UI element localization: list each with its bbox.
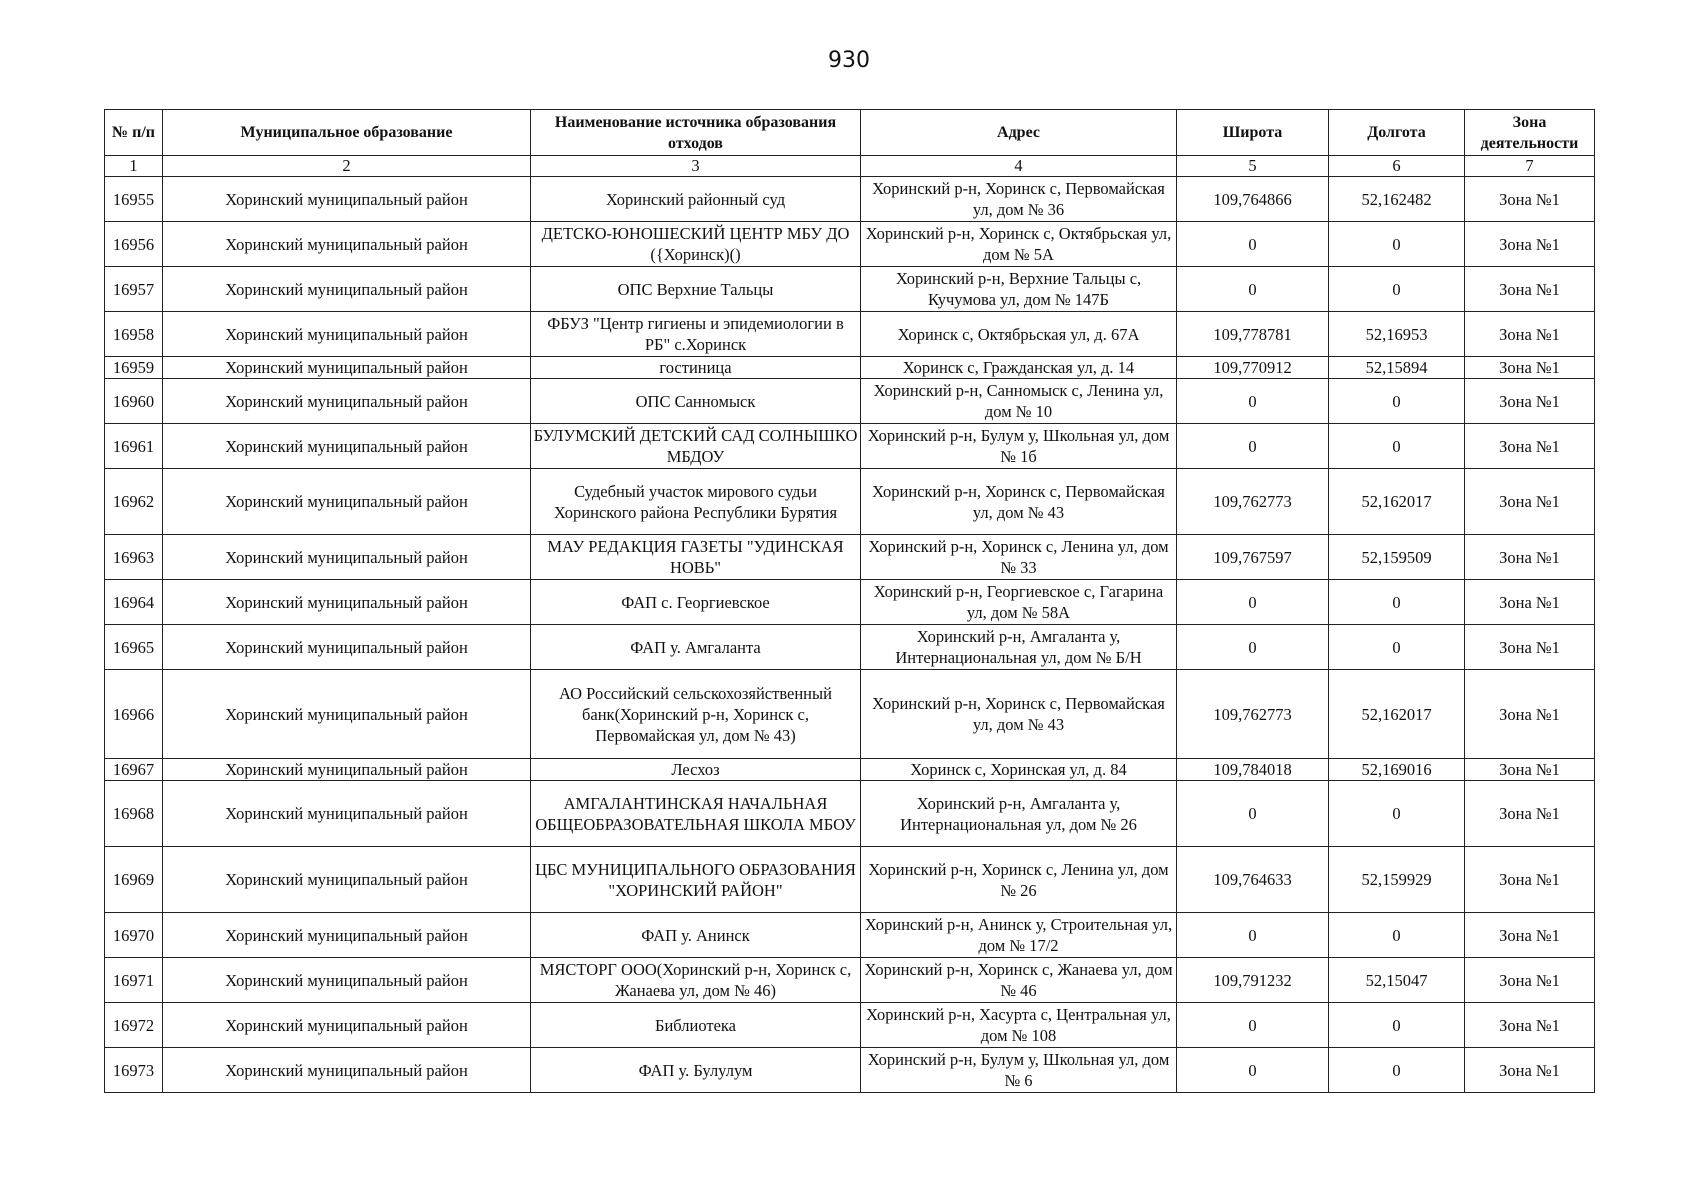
zone-cell: Зона №1 xyxy=(1465,469,1595,535)
header-address: Адрес xyxy=(861,110,1177,156)
waste-sources-table xyxy=(104,109,1595,1093)
longitude-cell: 0 xyxy=(1329,424,1465,469)
source-name-cell: ДЕТСКО-ЮНОШЕСКИЙ ЦЕНТР МБУ ДО ({Хоринск)() xyxy=(531,222,861,267)
latitude-cell: 0 xyxy=(1177,625,1329,670)
row-number-cell: 16955 xyxy=(105,177,163,222)
column-index-row xyxy=(105,156,1595,177)
source-name-cell: АО Российский сельскохозяйственный банк(Хоринский р-н, Хоринск с, Первомайская ул, дом № 43) xyxy=(531,670,861,759)
municipality-cell: Хоринский муниципальный район xyxy=(163,847,531,913)
address-cell: Хоринский р-н, Хоринск с, Жанаева ул, дом № 46 xyxy=(861,958,1177,1003)
address-cell: Хоринский р-н, Хоринск с, Первомайская ул, дом № 43 xyxy=(861,670,1177,759)
municipality-cell: Хоринский муниципальный район xyxy=(163,267,531,312)
municipality-cell: Хоринский муниципальный район xyxy=(163,670,531,759)
table-row xyxy=(105,535,1595,580)
source-name-cell: АМГАЛАНТИНСКАЯ НАЧАЛЬНАЯ ОБЩЕОБРАЗОВАТЕЛЬНАЯ ШКОЛА МБОУ xyxy=(531,781,861,847)
zone-cell: Зона №1 xyxy=(1465,1048,1595,1093)
row-number-cell: 16957 xyxy=(105,267,163,312)
latitude-cell: 109,764866 xyxy=(1177,177,1329,222)
table-row xyxy=(105,379,1595,424)
row-number-cell: 16956 xyxy=(105,222,163,267)
row-number-cell: 16966 xyxy=(105,670,163,759)
row-number-cell: 16963 xyxy=(105,535,163,580)
source-name-cell: МЯСТОРГ ООО(Хоринский р-н, Хоринск с, Жанаева ул, дом № 46) xyxy=(531,958,861,1003)
source-name-cell: ОПС Санномыск xyxy=(531,379,861,424)
table-row xyxy=(105,177,1595,222)
latitude-cell: 0 xyxy=(1177,1048,1329,1093)
municipality-cell: Хоринский муниципальный район xyxy=(163,1048,531,1093)
row-number-cell: 16961 xyxy=(105,424,163,469)
source-name-cell: Библиотека xyxy=(531,1003,861,1048)
latitude-cell: 109,762773 xyxy=(1177,469,1329,535)
address-cell: Хоринский р-н, Хоринск с, Октябрьская ул, дом № 5А xyxy=(861,222,1177,267)
latitude-cell: 109,764633 xyxy=(1177,847,1329,913)
longitude-cell: 52,15894 xyxy=(1329,357,1465,379)
municipality-cell: Хоринский муниципальный район xyxy=(163,424,531,469)
longitude-cell: 0 xyxy=(1329,267,1465,312)
longitude-cell: 0 xyxy=(1329,379,1465,424)
table-row xyxy=(105,222,1595,267)
row-number-cell: 16965 xyxy=(105,625,163,670)
table-row xyxy=(105,958,1595,1003)
row-number-cell: 16967 xyxy=(105,759,163,781)
row-number-cell: 16960 xyxy=(105,379,163,424)
zone-cell: Зона №1 xyxy=(1465,177,1595,222)
address-cell: Хоринский р-н, Булум у, Школьная ул, дом № 6 xyxy=(861,1048,1177,1093)
latitude-cell: 109,767597 xyxy=(1177,535,1329,580)
source-name-cell: Лесхоз xyxy=(531,759,861,781)
address-cell: Хоринский р-н, Булум у, Школьная ул, дом № 1б xyxy=(861,424,1177,469)
longitude-cell: 52,162017 xyxy=(1329,670,1465,759)
row-number-cell: 16969 xyxy=(105,847,163,913)
column-index: 7 xyxy=(1465,156,1595,177)
source-name-cell: ОПС Верхние Тальцы xyxy=(531,267,861,312)
source-name-cell: Хоринский районный суд xyxy=(531,177,861,222)
longitude-cell: 0 xyxy=(1329,1003,1465,1048)
source-name-cell: ЦБС МУНИЦИПАЛЬНОГО ОБРАЗОВАНИЯ "ХОРИНСКИЙ РАЙОН" xyxy=(531,847,861,913)
longitude-cell: 52,162017 xyxy=(1329,469,1465,535)
municipality-cell: Хоринский муниципальный район xyxy=(163,312,531,357)
row-number-cell: 16962 xyxy=(105,469,163,535)
municipality-cell: Хоринский муниципальный район xyxy=(163,759,531,781)
source-name-cell: ФБУЗ "Центр гигиены и эпидемиологии в РБ" с.Хоринск xyxy=(531,312,861,357)
table-row xyxy=(105,781,1595,847)
address-cell: Хоринский р-н, Амгаланта у, Интернациональная ул, дом № 26 xyxy=(861,781,1177,847)
row-number-cell: 16973 xyxy=(105,1048,163,1093)
table-row xyxy=(105,759,1595,781)
latitude-cell: 109,778781 xyxy=(1177,312,1329,357)
municipality-cell: Хоринский муниципальный район xyxy=(163,379,531,424)
longitude-cell: 52,169016 xyxy=(1329,759,1465,781)
address-cell: Хоринский р-н, Георгиевское с, Гагарина ул, дом № 58А xyxy=(861,580,1177,625)
address-cell: Хоринск с, Хоринская ул, д. 84 xyxy=(861,759,1177,781)
header-source: Наименование источника образования отходов xyxy=(531,110,861,156)
latitude-cell: 109,784018 xyxy=(1177,759,1329,781)
column-index: 1 xyxy=(105,156,163,177)
longitude-cell: 0 xyxy=(1329,625,1465,670)
table-row xyxy=(105,312,1595,357)
municipality-cell: Хоринский муниципальный район xyxy=(163,177,531,222)
header-lat: Широта xyxy=(1177,110,1329,156)
source-name-cell: ФАП у. Булулум xyxy=(531,1048,861,1093)
latitude-cell: 0 xyxy=(1177,580,1329,625)
municipality-cell: Хоринский муниципальный район xyxy=(163,958,531,1003)
zone-cell: Зона №1 xyxy=(1465,379,1595,424)
longitude-cell: 0 xyxy=(1329,781,1465,847)
source-name-cell: МАУ РЕДАКЦИЯ ГАЗЕТЫ "УДИНСКАЯ НОВЬ" xyxy=(531,535,861,580)
header-zone: Зона деятельности xyxy=(1465,110,1595,156)
table-row xyxy=(105,357,1595,379)
table-row xyxy=(105,847,1595,913)
table-row xyxy=(105,1048,1595,1093)
latitude-cell: 0 xyxy=(1177,379,1329,424)
header-lon: Долгота xyxy=(1329,110,1465,156)
municipality-cell: Хоринский муниципальный район xyxy=(163,781,531,847)
address-cell: Хоринский р-н, Хоринск с, Ленина ул, дом № 26 xyxy=(861,847,1177,913)
row-number-cell: 16964 xyxy=(105,580,163,625)
page-number: 930 xyxy=(828,48,870,73)
source-name-cell: ФАП у. Амгаланта xyxy=(531,625,861,670)
zone-cell: Зона №1 xyxy=(1465,847,1595,913)
longitude-cell: 52,162482 xyxy=(1329,177,1465,222)
header-municipality: Муниципальное образование xyxy=(163,110,531,156)
zone-cell: Зона №1 xyxy=(1465,424,1595,469)
zone-cell: Зона №1 xyxy=(1465,670,1595,759)
zone-cell: Зона №1 xyxy=(1465,580,1595,625)
latitude-cell: 0 xyxy=(1177,913,1329,958)
table-row xyxy=(105,670,1595,759)
zone-cell: Зона №1 xyxy=(1465,913,1595,958)
latitude-cell: 0 xyxy=(1177,222,1329,267)
row-number-cell: 16968 xyxy=(105,781,163,847)
longitude-cell: 0 xyxy=(1329,1048,1465,1093)
municipality-cell: Хоринский муниципальный район xyxy=(163,469,531,535)
column-index: 4 xyxy=(861,156,1177,177)
zone-cell: Зона №1 xyxy=(1465,222,1595,267)
zone-cell: Зона №1 xyxy=(1465,759,1595,781)
latitude-cell: 109,770912 xyxy=(1177,357,1329,379)
latitude-cell: 0 xyxy=(1177,267,1329,312)
longitude-cell: 0 xyxy=(1329,222,1465,267)
table-row xyxy=(105,267,1595,312)
row-number-cell: 16971 xyxy=(105,958,163,1003)
zone-cell: Зона №1 xyxy=(1465,357,1595,379)
municipality-cell: Хоринский муниципальный район xyxy=(163,1003,531,1048)
address-cell: Хоринский р-н, Амгаланта у, Интернациональная ул, дом № Б/Н xyxy=(861,625,1177,670)
table-row xyxy=(105,469,1595,535)
longitude-cell: 52,159929 xyxy=(1329,847,1465,913)
municipality-cell: Хоринский муниципальный район xyxy=(163,357,531,379)
address-cell: Хоринский р-н, Хоринск с, Первомайская ул, дом № 36 xyxy=(861,177,1177,222)
address-cell: Хоринский р-н, Верхние Тальцы с, Кучумова ул, дом № 147Б xyxy=(861,267,1177,312)
row-number-cell: 16972 xyxy=(105,1003,163,1048)
longitude-cell: 0 xyxy=(1329,580,1465,625)
source-name-cell: ФАП у. Анинск xyxy=(531,913,861,958)
column-index: 5 xyxy=(1177,156,1329,177)
zone-cell: Зона №1 xyxy=(1465,958,1595,1003)
zone-cell: Зона №1 xyxy=(1465,781,1595,847)
zone-cell: Зона №1 xyxy=(1465,267,1595,312)
municipality-cell: Хоринский муниципальный район xyxy=(163,222,531,267)
table-row xyxy=(105,1003,1595,1048)
table-row xyxy=(105,913,1595,958)
zone-cell: Зона №1 xyxy=(1465,535,1595,580)
address-cell: Хоринский р-н, Хасурта с, Центральная ул, дом № 108 xyxy=(861,1003,1177,1048)
source-name-cell: гостиница xyxy=(531,357,861,379)
latitude-cell: 109,762773 xyxy=(1177,670,1329,759)
municipality-cell: Хоринский муниципальный район xyxy=(163,580,531,625)
longitude-cell: 52,16953 xyxy=(1329,312,1465,357)
latitude-cell: 0 xyxy=(1177,1003,1329,1048)
row-number-cell: 16958 xyxy=(105,312,163,357)
table-row xyxy=(105,625,1595,670)
source-name-cell: БУЛУМСКИЙ ДЕТСКИЙ САД СОЛНЫШКО МБДОУ xyxy=(531,424,861,469)
address-cell: Хоринский р-н, Анинск у, Строительная ул, дом № 17/2 xyxy=(861,913,1177,958)
column-index: 3 xyxy=(531,156,861,177)
header-row xyxy=(105,110,1595,156)
row-number-cell: 16959 xyxy=(105,357,163,379)
zone-cell: Зона №1 xyxy=(1465,312,1595,357)
zone-cell: Зона №1 xyxy=(1465,625,1595,670)
address-cell: Хоринский р-н, Санномыск с, Ленина ул, дом № 10 xyxy=(861,379,1177,424)
column-index: 2 xyxy=(163,156,531,177)
longitude-cell: 52,15047 xyxy=(1329,958,1465,1003)
column-index: 6 xyxy=(1329,156,1465,177)
municipality-cell: Хоринский муниципальный район xyxy=(163,535,531,580)
municipality-cell: Хоринский муниципальный район xyxy=(163,625,531,670)
zone-cell: Зона №1 xyxy=(1465,1003,1595,1048)
longitude-cell: 52,159509 xyxy=(1329,535,1465,580)
longitude-cell: 0 xyxy=(1329,913,1465,958)
address-cell: Хоринский р-н, Хоринск с, Ленина ул, дом № 33 xyxy=(861,535,1177,580)
row-number-cell: 16970 xyxy=(105,913,163,958)
municipality-cell: Хоринский муниципальный район xyxy=(163,913,531,958)
source-name-cell: ФАП с. Георгиевское xyxy=(531,580,861,625)
table-row xyxy=(105,424,1595,469)
table-body xyxy=(105,177,1595,1093)
table-row xyxy=(105,580,1595,625)
address-cell: Хоринск с, Гражданская ул, д. 14 xyxy=(861,357,1177,379)
source-name-cell: Судебный участок мирового судьи Хоринского района Республики Бурятия xyxy=(531,469,861,535)
latitude-cell: 109,791232 xyxy=(1177,958,1329,1003)
latitude-cell: 0 xyxy=(1177,424,1329,469)
address-cell: Хоринский р-н, Хоринск с, Первомайская ул, дом № 43 xyxy=(861,469,1177,535)
address-cell: Хоринск с, Октябрьская ул, д. 67А xyxy=(861,312,1177,357)
latitude-cell: 0 xyxy=(1177,781,1329,847)
header-num: № п/п xyxy=(105,110,163,156)
